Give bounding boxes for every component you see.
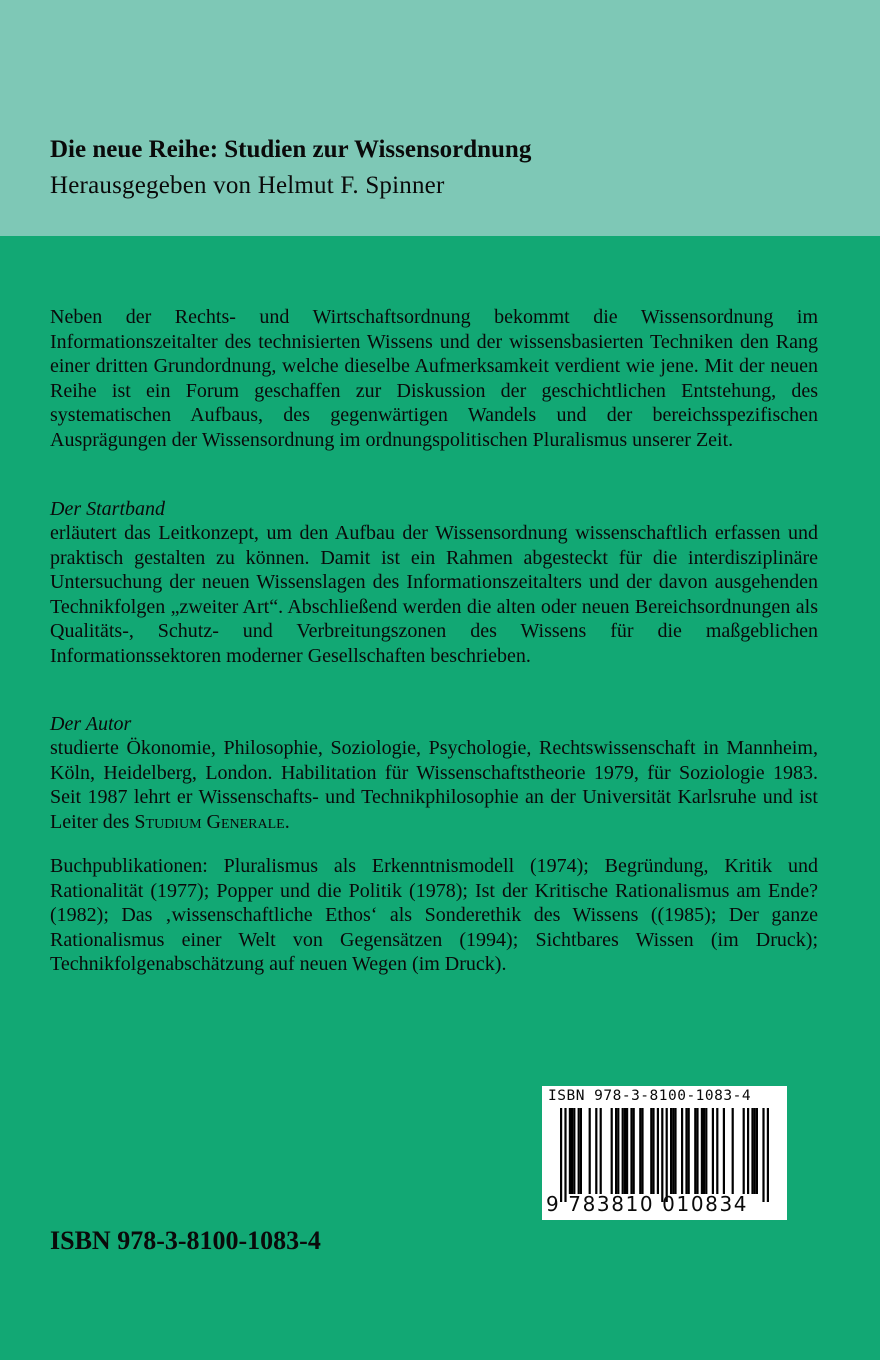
barcode-bar [670,1108,672,1194]
barcode-bar [743,1108,745,1194]
isbn-text: ISBN 978-3-8100-1083-4 [50,1226,321,1255]
barcode-isbn-label: ISBN 978-3-8100-1083-4 [548,1088,752,1104]
barcode-digits: 9 783810 010834 [546,1192,749,1216]
barcode-bar [624,1108,626,1194]
startband-paragraph: erläutert das Leitkonzept, um den Aufbau der Wissensordnung wissenschaftlich erfassen und praktisch gestalten zu können. Damit ist ein Rahmen abgesteckt für die interdisziplinäre Untersuchung der neuen Wissenslagen des Informationszeitalters und der davon ausgehenden Technikfolgen „zweiter Art“. Abschließend werden die alten oder neuen Bereichsordnungen als Qualitäts-, Schutz- und Verbreitungszonen des Wissens für die maßgeblichen Informationssektoren moderner Gesellschaften beschrieben. [50,522,818,667]
barcode [542,1086,787,1220]
barcode-bar [751,1108,753,1194]
barcode-bar [600,1108,602,1194]
barcode-bar [573,1108,575,1194]
barcode-bar [639,1108,641,1194]
barcode-bar [569,1108,571,1194]
barcode-bar [589,1108,591,1194]
barcode-bar [716,1108,718,1194]
barcode-bar [732,1108,734,1194]
barcode-bar [703,1108,705,1194]
barcode-bar [633,1108,635,1194]
barcode-bar [672,1108,674,1194]
barcode-bar [688,1108,690,1194]
barcode-bar [762,1108,764,1202]
barcode-bar [580,1108,582,1194]
series-title: Die neue Reihe: Studien zur Wissensordnung [50,136,532,163]
studium-generale: Studium Generale [134,810,285,833]
header-band [0,0,880,236]
barcode-bar [661,1108,663,1202]
startband-heading: Der Startband [50,498,165,520]
barcode-bar [641,1108,643,1194]
barcode-bar [696,1108,698,1194]
barcode-bar [650,1108,652,1194]
barcode-bar [756,1108,758,1194]
barcode-bar [578,1108,580,1194]
barcode-bar [652,1108,654,1194]
author-paragraph [50,736,818,834]
author-text: studierte Ökonomie, Philosophie, Soziologie, Psychologie, Rechtswissenschaft in Mannheim, Köln, Heidelberg, London. Habilitation für Wissenschaftstheorie 1979, für Soziologie 1983. Seit 1987 lehrt er Wissenschafts- und Technikphilosophie an der Universität Karlsruhe und ist Leiter des [50,737,818,833]
barcode-bar [666,1108,668,1202]
barcode-bar [617,1108,619,1194]
barcode-bar [657,1108,659,1194]
barcode-bar [705,1108,707,1194]
barcode-bar [767,1108,769,1202]
series-editor: Herausgegeben von Helmut F. Spinner [50,172,445,199]
intro-paragraph: Neben der Rechts- und Wirtschaftsordnung bekommt die Wissensordnung im Informationszeitalter des technisierten Wissens und der wissensbasierten Techniken den Rang einer dritten Grundordnung, welche dieselbe Aufmerksamkeit verdient wie jene. Mit der neuen Reihe ist ein Forum geschaffen zur Diskussion der geschichtlichen Entstehung, des systematischen Aufbaus, des gegenwärtigen Wandels und der bereichsspezifischen Ausprägungen der Wissensordnung im ordnungspolitischen Pluralismus unserer Zeit. [50,306,818,451]
barcode-bar [615,1108,617,1194]
barcode-bar [712,1108,714,1194]
barcode-bar [630,1108,632,1194]
author-text-end: . [284,810,290,833]
barcode-bar [747,1108,749,1194]
barcode-bar [626,1108,628,1194]
barcode-bar [571,1108,573,1194]
barcode-bar [674,1108,676,1194]
barcode-bar [685,1108,687,1194]
barcode-bar [560,1108,562,1202]
barcode-bar [622,1108,624,1194]
barcode-bar [723,1108,725,1194]
barcode-bar [564,1108,566,1202]
barcode-bar [754,1108,756,1194]
barcode-bar [701,1108,703,1194]
barcode-bar [681,1108,683,1194]
barcode-bar [694,1108,696,1194]
publications-paragraph: Buchpublikationen: Pluralismus als Erkenntnismodell (1974); Begründung, Kritik und Rationalität (1977); Popper und die Politik (1978); Ist der Kritische Rationalismus am Ende? (1982); Das ‚wissenschaftliche Ethos‘ als Sonderethik des Wissens ((1985); Der ganze Rationalismus einer Welt von Gegensätzen (1994); Sichtbares Wissen (im Druck); Technikfolgenabschätzung auf neuen Wegen (im Druck). [50,855,818,976]
barcode-bar [595,1108,597,1194]
barcode-bar [611,1108,613,1194]
author-heading: Der Autor [50,713,132,735]
